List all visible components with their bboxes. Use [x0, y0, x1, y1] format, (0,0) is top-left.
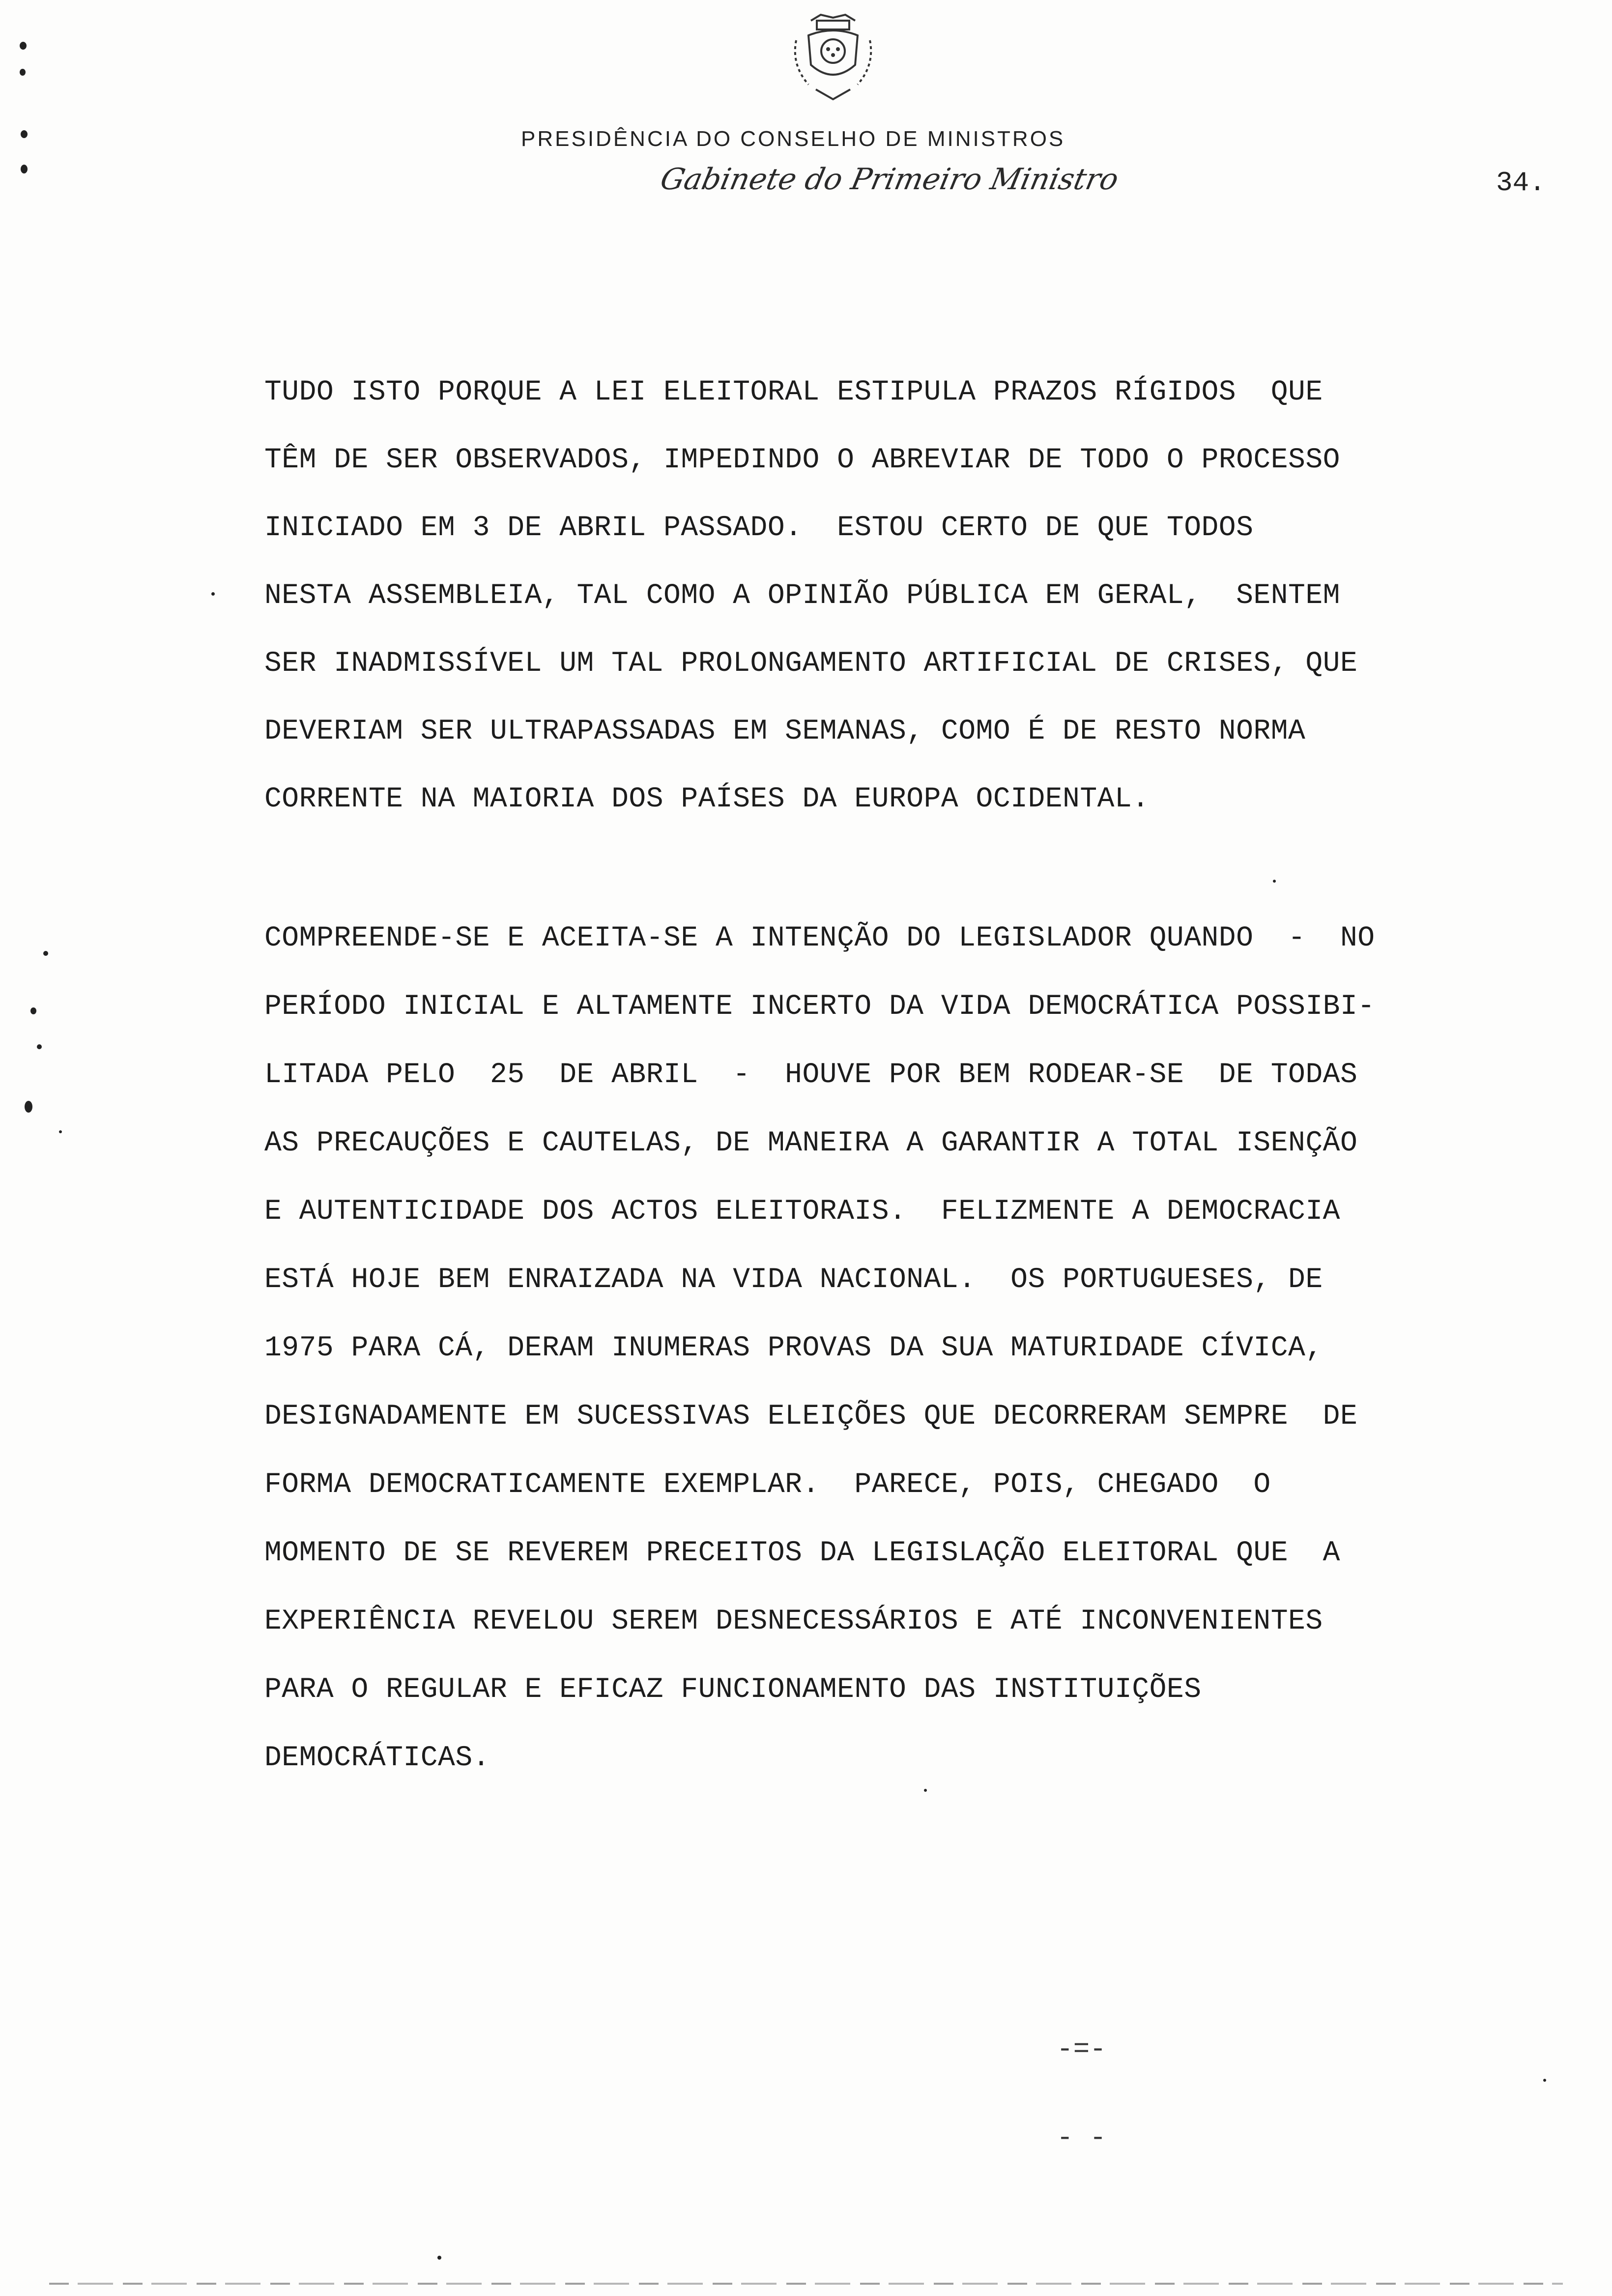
text-line: MOMENTO DE SE REVEREM PRECEITOS DA LEGISLAÇÃO ELEITORAL QUE A	[264, 1537, 1340, 1569]
text-line: AS PRECAUÇÕES E CAUTELAS, DE MANEIRA A GARANTIR A TOTAL ISENÇÃO	[264, 1127, 1358, 1159]
scan-speck	[59, 1130, 62, 1133]
paragraph-2	[264, 904, 1375, 1792]
text-line: CORRENTE NA MAIORIA DOS PAÍSES DA EUROPA OCIDENTAL.	[264, 783, 1150, 815]
text-line: ESTÁ HOJE BEM ENRAIZADA NA VIDA NACIONAL. OS PORTUGUESES, DE	[264, 1264, 1323, 1296]
text-line: E AUTENTICIDADE DOS ACTOS ELEITORAIS. FELIZMENTE A DEMOCRACIA	[264, 1196, 1340, 1228]
scan-speck	[924, 1789, 927, 1792]
text-line: EXPERIÊNCIA REVELOU SEREM DESNECESSÁRIOS E ATÉ INCONVENIENTES	[264, 1606, 1323, 1637]
scan-speck	[211, 592, 215, 596]
scan-speck	[21, 165, 28, 173]
scan-speck	[1273, 880, 1276, 883]
letterhead-subtitle: Gabinete do Primeiro Ministro	[657, 162, 1122, 197]
text-line: DESIGNADAMENTE EM SUCESSIVAS ELEIÇÕES QUE DECORRERAM SEMPRE DE	[264, 1401, 1358, 1433]
scan-speck	[21, 130, 28, 138]
text-line: NESTA ASSEMBLEIA, TAL COMO A OPINIÃO PÚBLICA EM GERAL, SENTEM	[264, 580, 1340, 612]
letterhead-title: PRESIDÊNCIA DO CONSELHO DE MINISTROS	[521, 127, 1065, 151]
scan-speck	[437, 2256, 441, 2260]
coat-of-arms-icon	[781, 6, 885, 104]
scan-speck	[25, 1101, 32, 1113]
scan-speck	[30, 1007, 36, 1014]
text-line: INICIADO EM 3 DE ABRIL PASSADO. ESTOU CERTO DE QUE TODOS	[264, 512, 1254, 544]
text-line: DEVERIAM SER ULTRAPASSADAS EM SEMANAS, COMO É DE RESTO NORMA	[264, 716, 1306, 747]
text-line: LITADA PELO 25 DE ABRIL - HOUVE POR BEM RODEAR-SE DE TODAS	[264, 1059, 1358, 1091]
text-line: DEMOCRÁTICAS.	[264, 1742, 490, 1774]
end-mark-line: -=-	[1057, 2034, 1106, 2065]
text-line: TUDO ISTO PORQUE A LEI ELEITORAL ESTIPULA PRAZOS RÍGIDOS QUE	[264, 376, 1323, 408]
text-line: FORMA DEMOCRATICAMENTE EXEMPLAR. PARECE, POIS, CHEGADO O	[264, 1469, 1271, 1501]
text-line: COMPREENDE-SE E ACEITA-SE A INTENÇÃO DO LEGISLADOR QUANDO - NO	[264, 922, 1375, 954]
text-line: TÊM DE SER OBSERVADOS, IMPEDINDO O ABREVIAR DE TODO O PROCESSO	[264, 444, 1340, 476]
scan-speck	[37, 1044, 42, 1049]
scan-speck	[20, 42, 27, 50]
text-line: SER INADMISSÍVEL UM TAL PROLONGAMENTO ARTIFICIAL DE CRISES, QUE	[264, 648, 1358, 680]
scan-margin-artifacts	[0, 0, 88, 2296]
scan-speck	[43, 951, 48, 956]
end-mark	[1057, 2030, 1106, 2157]
end-mark-line: - -	[1057, 2122, 1106, 2153]
scan-speck	[20, 69, 26, 76]
scan-speck	[1543, 2079, 1546, 2082]
scan-bottom-edge	[49, 2283, 1563, 2285]
text-line: PERÍODO INICIAL E ALTAMENTE INCERTO DA VIDA DEMOCRÁTICA POSSIBI-	[264, 991, 1375, 1023]
page-number: 34.	[1496, 167, 1546, 199]
paragraph-1	[264, 359, 1357, 833]
text-line: 1975 PARA CÁ, DERAM INUMERAS PROVAS DA SUA MATURIDADE CÍVICA,	[264, 1332, 1323, 1364]
text-line: PARA O REGULAR E EFICAZ FUNCIONAMENTO DAS INSTITUIÇÕES	[264, 1674, 1202, 1706]
